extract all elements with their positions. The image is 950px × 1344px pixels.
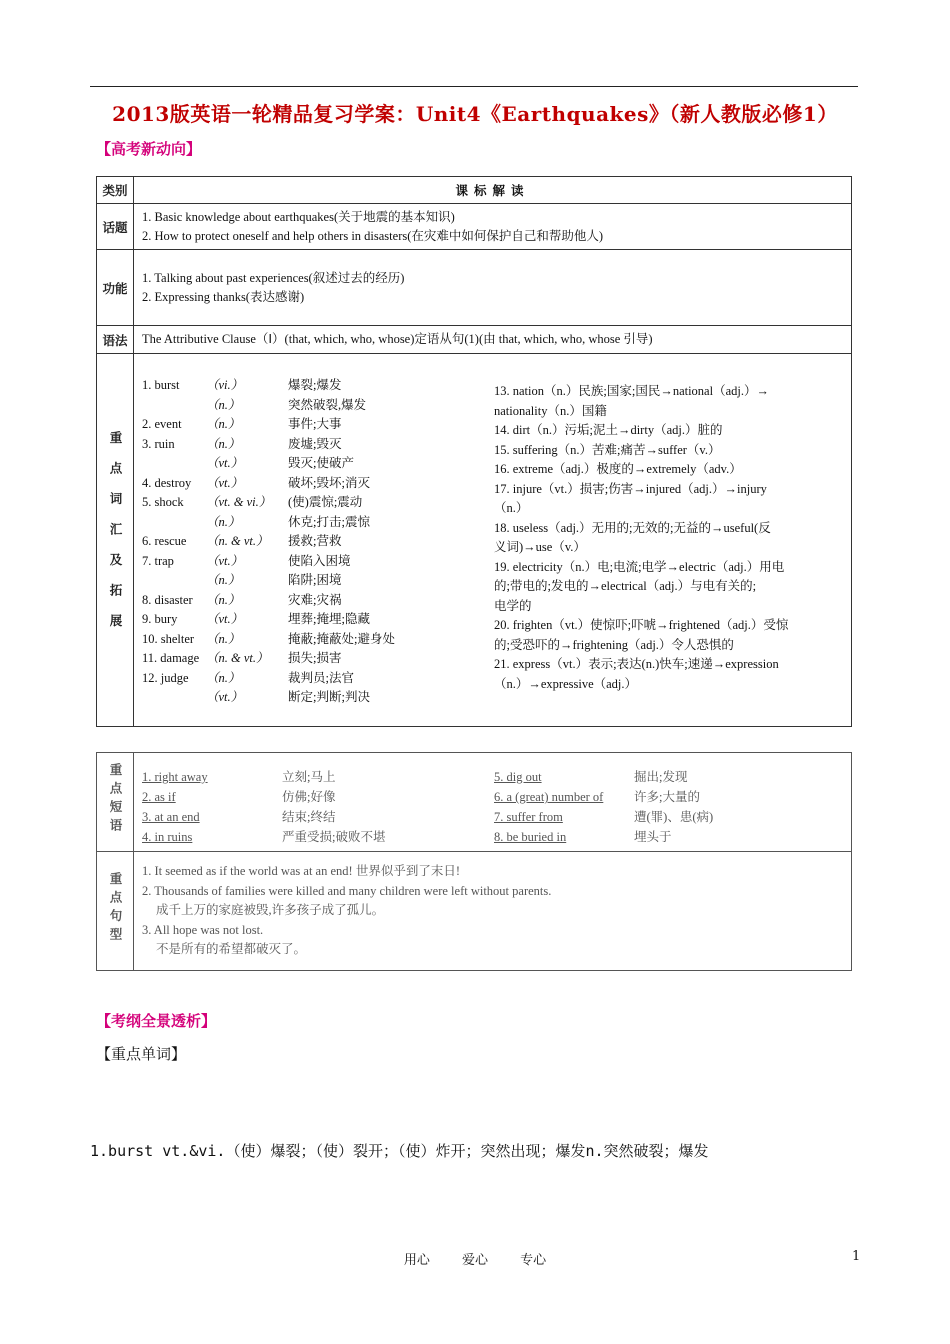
row-content-function: [134, 250, 852, 326]
phrase-row: [494, 787, 713, 807]
vocab-right-line: 16. extreme（adj.）极度的→extremely（adv.）: [494, 462, 742, 476]
vocab-pos: （n.）: [206, 397, 241, 412]
phrase-row: [142, 827, 385, 847]
document-title: 2013版英语一轮精品复习学案：Unit4《Earthquakes》（新人教版必修1）: [112, 102, 838, 126]
vocab-left-column: [142, 376, 395, 708]
vocab-pos: （vt.）: [206, 690, 244, 704]
vocab-meaning: 断定;判断;判决: [288, 690, 370, 704]
vocab-right-line: 的;带电的;发电的→electrical（adj.）与电有关的;: [494, 579, 757, 593]
phrase-row: [494, 807, 713, 827]
sentence-category-cell: [97, 852, 134, 971]
phrase-text: 5. dig out: [494, 770, 542, 784]
row-category-topic: 话题: [97, 204, 134, 250]
vocab-meaning: 使陷入困境: [288, 553, 351, 568]
vocab-right-line: 18. useless（adj.）无用的;无效的;无益的→useful(反: [494, 520, 771, 535]
phrase-content: [134, 753, 852, 852]
sentence-line: 不是所有的希望都破灭了。: [156, 942, 307, 956]
phrase-text: 3. at an end: [142, 810, 200, 824]
vocab-meaning: 灾难;灾祸: [288, 592, 342, 607]
function-line: 1. Talking about past experiences(叙述过去的经历): [142, 270, 405, 285]
footer-item: 专心: [520, 1253, 547, 1268]
vocab-pos: （n.）: [206, 436, 241, 451]
vocab-pos: （n. & vt.）: [206, 651, 269, 665]
vocab-pos: （n.）: [206, 573, 241, 587]
vocab-pos: （vt. & vi.）: [206, 495, 272, 509]
vocab-word-visible: 3. ruin: [142, 436, 175, 451]
phrase-area: [134, 753, 851, 851]
phrase-row: [142, 767, 385, 787]
vocab-area: [134, 354, 851, 726]
vocab-row: [142, 474, 395, 494]
phrase-text: 6. a (great) number of: [494, 790, 604, 804]
vocab-word-visible: 5. shock: [142, 495, 184, 509]
vocab-right-line: 电学的: [494, 598, 532, 613]
vocab-row: [142, 493, 395, 513]
phrase-left-column: [142, 767, 385, 847]
vocab-pos: （n.）: [206, 670, 241, 685]
vocab-row: [142, 571, 395, 591]
vocab-pos: （n.）: [206, 592, 241, 607]
vocab-meaning: 援救;营救: [288, 534, 342, 548]
sentence-category: 重点句型: [108, 871, 122, 946]
phrases-table: [96, 752, 852, 971]
phrase-meaning: 掘出;发现: [634, 770, 688, 784]
phrase-row: [494, 827, 713, 847]
phrase-row: [494, 767, 713, 787]
footer-item: 用心: [403, 1253, 430, 1268]
vocab-word-visible: 8. disaster: [142, 592, 193, 607]
function-line: 2. Expressing thanks(表达感谢): [142, 289, 305, 304]
vocab-pos: （n.）: [206, 417, 241, 431]
vocab-right-line: （n.）: [494, 501, 529, 515]
phrase-right-column: [494, 767, 713, 847]
vocab-row: [142, 513, 395, 533]
vocab-meaning: 废墟;毁灭: [288, 436, 342, 451]
vocab-meaning: 陷阱;困境: [288, 573, 342, 587]
vocab-right-line: 14. dirt（n.）污垢;泥土→dirty（adj.）脏的: [494, 423, 723, 437]
vocab-right-line: 的;受恐吓的→frightening（adj.）令人恐惧的: [494, 637, 734, 652]
phrase-category-cell: [97, 753, 134, 852]
footer-item: 爱心: [461, 1253, 488, 1268]
phrase-text: 2. as if: [142, 790, 176, 804]
vocab-word-visible: 1. burst: [142, 378, 180, 392]
sentence-line: 3. All hope was not lost.: [142, 922, 264, 937]
body-text: 1.burst vt.&vi.（使）爆裂；（使）裂开；（使）炸开；突然出现；爆发n.突然破裂；爆发: [90, 1142, 709, 1160]
vocab-row: [142, 396, 395, 416]
vocab-meaning: 破坏;毁坏;消灭: [288, 475, 370, 490]
phrase-text: 7. suffer from: [494, 810, 563, 824]
section-heading-trends: 【高考新动向】: [96, 140, 202, 158]
vocab-pos: （vi.）: [206, 378, 244, 392]
vocab-pos: （vt.）: [206, 612, 244, 626]
vocab-row: [142, 591, 395, 611]
vocab-meaning: 掩蔽;掩蔽处;避身处: [288, 631, 395, 646]
vocab-row: [142, 649, 395, 669]
sentence-line: 2. Thousands of families were killed and many children were left without parents.: [142, 883, 552, 898]
vocab-right-line: 20. frighten（vt.）使惊吓;吓唬→frightened（adj.）受惊: [494, 618, 789, 632]
vocab-right-column: [494, 382, 788, 694]
vocab-pos: （n. & vt.）: [206, 534, 269, 548]
vocab-meaning: 突然破裂,爆发: [288, 397, 367, 412]
vocab-meaning: (使)震惊;震动: [288, 495, 363, 509]
page-number: 1: [852, 1249, 861, 1264]
phrase-text: 8. be buried in: [494, 830, 567, 844]
vocab-word-visible: 11. damage: [142, 651, 200, 665]
sentence-content: [134, 852, 852, 971]
phrase-text: 4. in ruins: [142, 830, 193, 844]
vocab-row: [142, 688, 395, 708]
phrase-meaning: 严重受损;破败不堪: [282, 830, 386, 844]
row-content-grammar: [134, 326, 852, 354]
vocab-right-line: nationality（n.）国籍: [494, 403, 607, 418]
vocab-row: [142, 552, 395, 572]
phrase-meaning: 结束;终结: [282, 810, 336, 824]
vocab-content: [134, 354, 852, 727]
phrase-meaning: 立刻;马上: [282, 770, 336, 784]
vocab-word-visible: 7. trap: [142, 553, 174, 568]
vocab-meaning: 损失;损害: [288, 651, 342, 665]
vocab-word-visible: 4. destroy: [142, 475, 192, 490]
vocab-meaning: 埋葬;掩埋;隐藏: [288, 612, 370, 626]
vocab-word-visible: 2. event: [142, 417, 182, 431]
vocab-pos: （vt.）: [206, 456, 244, 470]
sentence-area: [134, 852, 851, 970]
vocab-category-cell: [97, 354, 134, 727]
vocab-meaning: 休克;打击;震惊: [288, 514, 370, 529]
phrase-category: 重点短语: [108, 763, 122, 837]
section-heading-syllabus: 【考纲全景透析】: [96, 1012, 217, 1030]
vocab-row: [142, 610, 395, 630]
topic-line: 2. How to protect oneself and help others in disasters(在灾难中如何保护自己和帮助他人): [142, 228, 604, 243]
vocab-word-visible: 10. shelter: [142, 631, 195, 646]
vocab-right-line: 13. nation（n.）民族;国家;国民→national（adj.）→: [494, 384, 769, 398]
sentence-line: 1. It seemed as if the world was at an end! 世界似乎到了末日!: [142, 864, 460, 878]
vocab-right-line: （n.）→expressive（adj.）: [494, 676, 638, 691]
vocab-meaning: 裁判员;法官: [288, 670, 354, 685]
vocab-row: [142, 415, 395, 435]
sentence-line: 成千上万的家庭被毁,许多孩子成了孤儿。: [156, 903, 385, 917]
header-category: 类别: [97, 177, 134, 204]
vocab-row: [142, 630, 395, 650]
phrase-row: [142, 787, 385, 807]
vocab-word-visible: 6. rescue: [142, 534, 187, 548]
vocab-meaning: 事件;大事: [288, 417, 342, 431]
vocab-right-line: 15. suffering（n.）苦难;痛苦→suffer（v.）: [494, 442, 721, 457]
row-category-grammar: 语法: [97, 326, 134, 354]
curriculum-table: [96, 176, 852, 727]
vocab-row: [142, 435, 395, 455]
vocab-word-visible: 9. bury: [142, 612, 178, 626]
vocab-row: [142, 532, 395, 552]
vocab-row: [142, 376, 395, 396]
phrase-meaning: 仿佛;好像: [282, 790, 336, 804]
vocab-right-line: 21. express（vt.）表示;表达(n.)快车;速递→expression: [494, 657, 779, 671]
vocab-pos: （vt.）: [206, 553, 244, 568]
header-content: 课标解读: [134, 177, 852, 204]
top-rule: [90, 86, 858, 87]
vocab-row: [142, 454, 395, 474]
row-category-function: 功能: [97, 250, 134, 326]
vocab-pos: （n.）: [206, 514, 241, 529]
phrase-meaning: 许多;大量的: [634, 790, 700, 804]
phrase-row: [142, 807, 385, 827]
row-content-topic: [134, 204, 852, 250]
vocab-category: 重点词汇及拓展: [108, 431, 122, 645]
vocab-right-line: 义词)→use（v.）: [494, 540, 586, 554]
vocab-pos: （n.）: [206, 631, 241, 646]
topic-line: 1. Basic knowledge about earthquakes(关于地震的基本知识): [142, 209, 455, 224]
vocab-word-visible: 12. judge: [142, 670, 189, 685]
vocab-right-line: 17. injure（vt.）损害;伤害→injured（adj.）→injury: [494, 481, 767, 496]
vocab-pos: （vt.）: [206, 475, 244, 490]
section-heading-key-words: 【重点单词】: [96, 1045, 187, 1063]
vocab-right-line: 19. electricity（n.）电;电流;电学→electric（adj.）用电: [494, 559, 785, 574]
vocab-meaning: 爆裂;爆发: [288, 378, 342, 392]
grammar-line: The Attributive Clause（Ⅰ）(that, which, who, whose)定语从句(1)(由 that, which, who, whose 引导): [142, 332, 653, 346]
phrase-meaning: 遭(罪)、患(病): [634, 810, 714, 824]
phrase-text: 1. right away: [142, 770, 208, 784]
footer: [0, 1249, 950, 1268]
phrase-meaning: 埋头于: [634, 830, 672, 844]
vocab-meaning: 毁灭;使破产: [288, 456, 354, 470]
vocab-row: [142, 669, 395, 689]
